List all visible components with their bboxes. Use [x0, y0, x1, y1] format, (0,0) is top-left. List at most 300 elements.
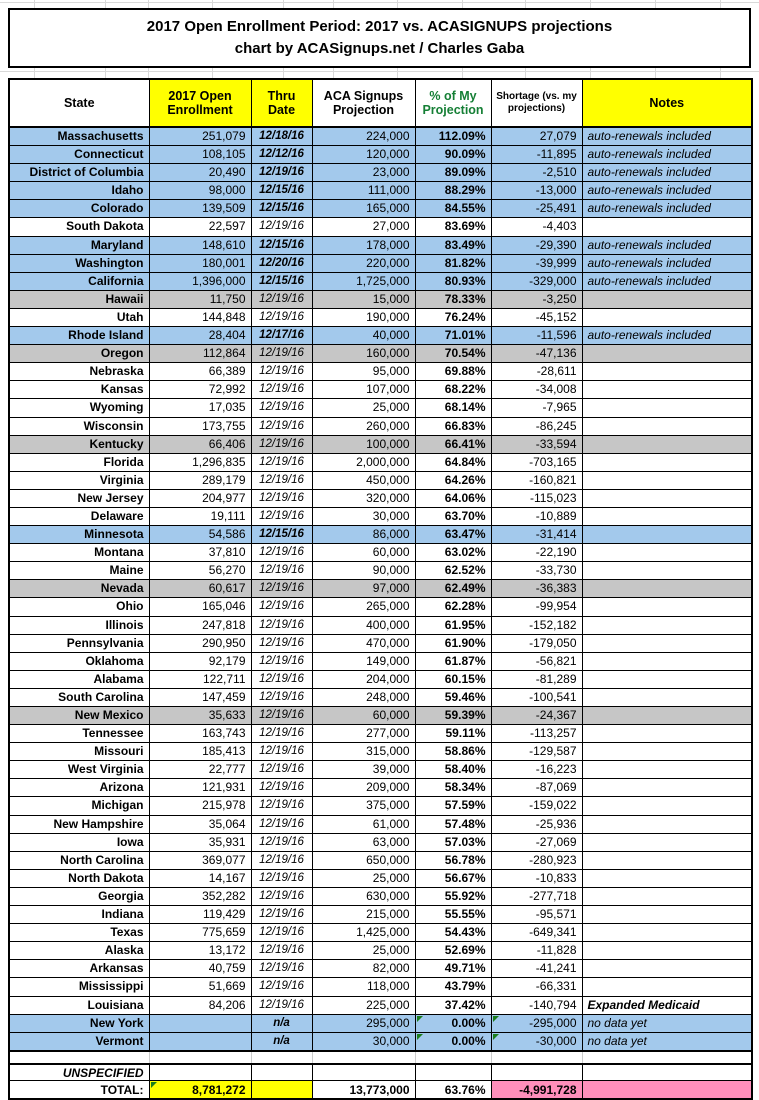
enrollment-cell[interactable]: 1,396,000 [149, 272, 251, 290]
thru-date-cell[interactable]: 12/19/16 [251, 417, 312, 435]
pct-cell[interactable]: 0.00% [415, 1032, 491, 1051]
shortage-cell[interactable]: -11,828 [491, 942, 582, 960]
pct-cell[interactable]: 43.79% [415, 978, 491, 996]
shortage-cell[interactable]: -25,936 [491, 815, 582, 833]
enrollment-cell[interactable]: 19,111 [149, 507, 251, 525]
projection-cell[interactable]: 160,000 [312, 345, 415, 363]
state-cell[interactable]: North Dakota [9, 869, 149, 887]
enrollment-cell[interactable]: 121,931 [149, 779, 251, 797]
pct-cell[interactable]: 80.93% [415, 272, 491, 290]
shortage-cell[interactable]: -34,008 [491, 381, 582, 399]
pct-cell[interactable]: 63.47% [415, 526, 491, 544]
enrollment-cell[interactable]: 108,105 [149, 146, 251, 164]
note-cell[interactable]: auto-renewals included [582, 182, 752, 200]
pct-cell[interactable]: 61.95% [415, 616, 491, 634]
enrollment-cell[interactable]: 11,750 [149, 290, 251, 308]
enrollment-cell[interactable]: 163,743 [149, 725, 251, 743]
state-cell[interactable]: Arizona [9, 779, 149, 797]
shortage-cell[interactable]: -31,414 [491, 526, 582, 544]
thru-date-cell[interactable]: 12/19/16 [251, 942, 312, 960]
shortage-cell[interactable]: -33,594 [491, 435, 582, 453]
shortage-cell[interactable]: -295,000 [491, 1014, 582, 1032]
pct-cell[interactable]: 76.24% [415, 308, 491, 326]
pct-cell[interactable]: 61.87% [415, 652, 491, 670]
state-cell[interactable]: Connecticut [9, 146, 149, 164]
shortage-cell[interactable]: -33,730 [491, 562, 582, 580]
shortage-cell[interactable]: -703,165 [491, 453, 582, 471]
enrollment-cell[interactable]: 20,490 [149, 164, 251, 182]
projection-cell[interactable]: 15,000 [312, 290, 415, 308]
pct-cell[interactable]: 56.78% [415, 851, 491, 869]
thru-date-cell[interactable]: 12/15/16 [251, 526, 312, 544]
enrollment-cell[interactable]: 369,077 [149, 851, 251, 869]
shortage-cell[interactable]: -45,152 [491, 308, 582, 326]
thru-date-cell[interactable]: 12/15/16 [251, 182, 312, 200]
enrollment-cell[interactable]: 66,406 [149, 435, 251, 453]
note-cell[interactable] [582, 688, 752, 706]
shortage-cell[interactable]: -99,954 [491, 598, 582, 616]
shortage-cell[interactable]: 27,079 [491, 127, 582, 146]
thru-date-cell[interactable]: 12/19/16 [251, 164, 312, 182]
state-cell[interactable]: South Carolina [9, 688, 149, 706]
enrollment-cell[interactable]: 775,659 [149, 924, 251, 942]
thru-date-cell[interactable]: 12/19/16 [251, 435, 312, 453]
enrollment-cell[interactable]: 54,586 [149, 526, 251, 544]
shortage-cell[interactable]: -113,257 [491, 725, 582, 743]
thru-date-cell[interactable]: 12/19/16 [251, 652, 312, 670]
pct-cell[interactable]: 37.42% [415, 996, 491, 1014]
enrollment-cell[interactable]: 60,617 [149, 580, 251, 598]
projection-cell[interactable]: 120,000 [312, 146, 415, 164]
note-cell[interactable] [582, 616, 752, 634]
pct-cell[interactable]: 55.55% [415, 906, 491, 924]
projection-cell[interactable]: 1,725,000 [312, 272, 415, 290]
projection-cell[interactable]: 215,000 [312, 906, 415, 924]
state-cell[interactable]: Montana [9, 544, 149, 562]
note-cell[interactable] [582, 218, 752, 236]
note-cell[interactable]: Expanded Medicaid [582, 996, 752, 1014]
thru-date-cell[interactable]: 12/19/16 [251, 906, 312, 924]
thru-date-cell[interactable]: 12/15/16 [251, 236, 312, 254]
thru-date-cell[interactable]: 12/19/16 [251, 815, 312, 833]
pct-cell[interactable]: 60.15% [415, 670, 491, 688]
enrollment-cell[interactable]: 40,759 [149, 960, 251, 978]
thru-date-cell[interactable]: 12/19/16 [251, 308, 312, 326]
thru-date-cell[interactable]: 12/19/16 [251, 996, 312, 1014]
thru-date-cell[interactable]: 12/19/16 [251, 345, 312, 363]
shortage-cell[interactable]: -2,510 [491, 164, 582, 182]
thru-date-cell[interactable]: 12/19/16 [251, 616, 312, 634]
pct-cell[interactable]: 54.43% [415, 924, 491, 942]
pct-cell[interactable]: 78.33% [415, 290, 491, 308]
empty-cell[interactable] [582, 1064, 752, 1081]
shortage-cell[interactable]: -13,000 [491, 182, 582, 200]
note-cell[interactable] [582, 526, 752, 544]
state-cell[interactable]: Georgia [9, 887, 149, 905]
state-cell[interactable]: Nevada [9, 580, 149, 598]
pct-cell[interactable]: 83.49% [415, 236, 491, 254]
state-cell[interactable]: Michigan [9, 797, 149, 815]
empty-cell[interactable] [251, 1064, 312, 1081]
projection-cell[interactable]: 650,000 [312, 851, 415, 869]
projection-cell[interactable]: 100,000 [312, 435, 415, 453]
pct-cell[interactable]: 88.29% [415, 182, 491, 200]
shortage-cell[interactable]: -649,341 [491, 924, 582, 942]
note-cell[interactable] [582, 435, 752, 453]
note-cell[interactable] [582, 906, 752, 924]
thru-date-cell[interactable]: 12/19/16 [251, 743, 312, 761]
shortage-cell[interactable]: -29,390 [491, 236, 582, 254]
enrollment-cell[interactable]: 215,978 [149, 797, 251, 815]
shortage-cell[interactable]: -4,403 [491, 218, 582, 236]
state-cell[interactable]: Florida [9, 453, 149, 471]
projection-cell[interactable]: 30,000 [312, 1032, 415, 1051]
pct-cell[interactable]: 56.67% [415, 869, 491, 887]
projection-cell[interactable]: 450,000 [312, 471, 415, 489]
enrollment-cell[interactable]: 13,172 [149, 942, 251, 960]
note-cell[interactable] [582, 489, 752, 507]
thru-date-cell[interactable]: 12/19/16 [251, 634, 312, 652]
pct-cell[interactable]: 58.34% [415, 779, 491, 797]
note-cell[interactable]: auto-renewals included [582, 200, 752, 218]
note-cell[interactable] [582, 363, 752, 381]
enrollment-cell[interactable]: 148,610 [149, 236, 251, 254]
pct-cell[interactable]: 57.59% [415, 797, 491, 815]
projection-cell[interactable]: 40,000 [312, 327, 415, 345]
projection-cell[interactable]: 209,000 [312, 779, 415, 797]
thru-date-cell[interactable]: 12/18/16 [251, 127, 312, 146]
enrollment-cell[interactable]: 180,001 [149, 254, 251, 272]
empty-cell[interactable] [149, 1064, 251, 1081]
projection-cell[interactable]: 320,000 [312, 489, 415, 507]
note-cell[interactable] [582, 417, 752, 435]
empty-cell[interactable] [491, 1064, 582, 1081]
projection-cell[interactable]: 277,000 [312, 725, 415, 743]
thru-date-cell[interactable]: 12/15/16 [251, 272, 312, 290]
thru-date-cell[interactable]: 12/19/16 [251, 580, 312, 598]
thru-date-cell[interactable]: 12/19/16 [251, 290, 312, 308]
note-cell[interactable] [582, 381, 752, 399]
shortage-cell[interactable]: -160,821 [491, 471, 582, 489]
thru-date-cell[interactable]: 12/19/16 [251, 851, 312, 869]
thru-date-cell[interactable]: 12/19/16 [251, 887, 312, 905]
shortage-cell[interactable]: -115,023 [491, 489, 582, 507]
state-cell[interactable]: Illinois [9, 616, 149, 634]
enrollment-cell[interactable]: 251,079 [149, 127, 251, 146]
state-cell[interactable]: New York [9, 1014, 149, 1032]
shortage-cell[interactable]: -11,895 [491, 146, 582, 164]
column-header-state[interactable]: State [9, 79, 149, 127]
note-cell[interactable]: auto-renewals included [582, 127, 752, 146]
projection-cell[interactable]: 165,000 [312, 200, 415, 218]
thru-date-cell[interactable]: 12/19/16 [251, 725, 312, 743]
shortage-cell[interactable]: -140,794 [491, 996, 582, 1014]
pct-cell[interactable]: 62.52% [415, 562, 491, 580]
shortage-cell[interactable]: -87,069 [491, 779, 582, 797]
note-cell[interactable] [582, 743, 752, 761]
projection-cell[interactable]: 82,000 [312, 960, 415, 978]
state-cell[interactable]: Hawaii [9, 290, 149, 308]
note-cell[interactable] [582, 652, 752, 670]
state-cell[interactable]: Mississippi [9, 978, 149, 996]
thru-date-cell[interactable]: 12/19/16 [251, 960, 312, 978]
state-cell[interactable]: Kansas [9, 381, 149, 399]
pct-cell[interactable]: 64.26% [415, 471, 491, 489]
pct-cell[interactable]: 61.90% [415, 634, 491, 652]
projection-cell[interactable]: 470,000 [312, 634, 415, 652]
pct-cell[interactable]: 90.09% [415, 146, 491, 164]
shortage-cell[interactable]: -66,331 [491, 978, 582, 996]
projection-cell[interactable]: 107,000 [312, 381, 415, 399]
note-cell[interactable]: no data yet [582, 1032, 752, 1051]
pct-cell[interactable]: 71.01% [415, 327, 491, 345]
thru-date-cell[interactable]: 12/19/16 [251, 399, 312, 417]
shortage-cell[interactable]: -329,000 [491, 272, 582, 290]
projection-cell[interactable]: 224,000 [312, 127, 415, 146]
thru-date-cell[interactable]: 12/19/16 [251, 381, 312, 399]
state-cell[interactable]: District of Columbia [9, 164, 149, 182]
enrollment-cell[interactable]: 17,035 [149, 399, 251, 417]
shortage-cell[interactable]: -28,611 [491, 363, 582, 381]
note-cell[interactable] [582, 725, 752, 743]
thru-date-cell[interactable]: 12/19/16 [251, 670, 312, 688]
enrollment-cell[interactable]: 35,064 [149, 815, 251, 833]
state-cell[interactable]: West Virginia [9, 761, 149, 779]
thru-date-cell[interactable]: 12/19/16 [251, 453, 312, 471]
projection-cell[interactable]: 225,000 [312, 996, 415, 1014]
thru-date-cell[interactable]: 12/19/16 [251, 779, 312, 797]
state-cell[interactable]: New Hampshire [9, 815, 149, 833]
pct-cell[interactable]: 59.46% [415, 688, 491, 706]
shortage-cell[interactable]: -30,000 [491, 1032, 582, 1051]
total-notes-cell[interactable] [582, 1081, 752, 1099]
enrollment-cell[interactable]: 56,270 [149, 562, 251, 580]
enrollment-cell[interactable]: 98,000 [149, 182, 251, 200]
state-cell[interactable]: Minnesota [9, 526, 149, 544]
shortage-cell[interactable]: -25,491 [491, 200, 582, 218]
note-cell[interactable] [582, 978, 752, 996]
pct-cell[interactable]: 57.03% [415, 833, 491, 851]
enrollment-cell[interactable]: 14,167 [149, 869, 251, 887]
note-cell[interactable] [582, 779, 752, 797]
thru-date-cell[interactable]: 12/15/16 [251, 200, 312, 218]
state-cell[interactable]: Missouri [9, 743, 149, 761]
state-cell[interactable]: Kentucky [9, 435, 149, 453]
shortage-cell[interactable]: -152,182 [491, 616, 582, 634]
note-cell[interactable] [582, 869, 752, 887]
state-cell[interactable]: Indiana [9, 906, 149, 924]
pct-cell[interactable]: 63.70% [415, 507, 491, 525]
projection-cell[interactable]: 95,000 [312, 363, 415, 381]
thru-date-cell[interactable]: 12/19/16 [251, 544, 312, 562]
column-header-notes[interactable]: Notes [582, 79, 752, 127]
projection-cell[interactable]: 178,000 [312, 236, 415, 254]
projection-cell[interactable]: 60,000 [312, 707, 415, 725]
pct-cell[interactable]: 64.06% [415, 489, 491, 507]
enrollment-cell[interactable]: 204,977 [149, 489, 251, 507]
enrollment-cell[interactable] [149, 1014, 251, 1032]
note-cell[interactable] [582, 507, 752, 525]
thru-date-cell[interactable]: 12/19/16 [251, 761, 312, 779]
shortage-cell[interactable]: -10,889 [491, 507, 582, 525]
thru-date-cell[interactable]: 12/19/16 [251, 598, 312, 616]
shortage-cell[interactable]: -277,718 [491, 887, 582, 905]
shortage-cell[interactable]: -7,965 [491, 399, 582, 417]
thru-date-cell[interactable]: 12/19/16 [251, 562, 312, 580]
empty-cell[interactable] [149, 1051, 251, 1064]
pct-cell[interactable]: 59.11% [415, 725, 491, 743]
shortage-cell[interactable]: -41,241 [491, 960, 582, 978]
state-cell[interactable]: Louisiana [9, 996, 149, 1014]
state-cell[interactable]: Virginia [9, 471, 149, 489]
empty-cell[interactable] [9, 1051, 149, 1064]
note-cell[interactable]: auto-renewals included [582, 327, 752, 345]
note-cell[interactable]: auto-renewals included [582, 272, 752, 290]
unspecified-label-cell[interactable]: UNSPECIFIED [9, 1064, 149, 1081]
note-cell[interactable] [582, 290, 752, 308]
projection-cell[interactable]: 248,000 [312, 688, 415, 706]
enrollment-cell[interactable]: 139,509 [149, 200, 251, 218]
pct-cell[interactable]: 68.14% [415, 399, 491, 417]
thru-date-cell[interactable]: n/a [251, 1014, 312, 1032]
projection-cell[interactable]: 400,000 [312, 616, 415, 634]
state-cell[interactable]: Idaho [9, 182, 149, 200]
projection-cell[interactable]: 27,000 [312, 218, 415, 236]
shortage-cell[interactable]: -56,821 [491, 652, 582, 670]
note-cell[interactable] [582, 815, 752, 833]
state-cell[interactable]: Vermont [9, 1032, 149, 1051]
enrollment-cell[interactable]: 1,296,835 [149, 453, 251, 471]
shortage-cell[interactable]: -16,223 [491, 761, 582, 779]
projection-cell[interactable]: 25,000 [312, 942, 415, 960]
note-cell[interactable] [582, 833, 752, 851]
total-enrollment-cell[interactable] [149, 1081, 251, 1099]
projection-cell[interactable]: 265,000 [312, 598, 415, 616]
state-cell[interactable]: Washington [9, 254, 149, 272]
pct-cell[interactable]: 49.71% [415, 960, 491, 978]
thru-date-cell[interactable]: 12/19/16 [251, 688, 312, 706]
total-thru-date-cell[interactable] [251, 1081, 312, 1099]
thru-date-cell[interactable]: 12/17/16 [251, 327, 312, 345]
pct-cell[interactable]: 68.22% [415, 381, 491, 399]
state-cell[interactable]: California [9, 272, 149, 290]
projection-cell[interactable]: 60,000 [312, 544, 415, 562]
state-cell[interactable]: Texas [9, 924, 149, 942]
projection-cell[interactable]: 61,000 [312, 815, 415, 833]
projection-cell[interactable]: 39,000 [312, 761, 415, 779]
projection-cell[interactable]: 315,000 [312, 743, 415, 761]
note-cell[interactable] [582, 634, 752, 652]
pct-cell[interactable]: 59.39% [415, 707, 491, 725]
enrollment-cell[interactable]: 185,413 [149, 743, 251, 761]
shortage-cell[interactable]: -95,571 [491, 906, 582, 924]
projection-cell[interactable]: 2,000,000 [312, 453, 415, 471]
shortage-cell[interactable]: -11,596 [491, 327, 582, 345]
enrollment-cell[interactable]: 247,818 [149, 616, 251, 634]
projection-cell[interactable]: 149,000 [312, 652, 415, 670]
state-cell[interactable]: Colorado [9, 200, 149, 218]
pct-cell[interactable]: 62.28% [415, 598, 491, 616]
projection-cell[interactable]: 90,000 [312, 562, 415, 580]
state-cell[interactable]: Oklahoma [9, 652, 149, 670]
state-cell[interactable]: Maine [9, 562, 149, 580]
pct-cell[interactable]: 0.00% [415, 1014, 491, 1032]
note-cell[interactable] [582, 960, 752, 978]
projection-cell[interactable]: 118,000 [312, 978, 415, 996]
note-cell[interactable]: auto-renewals included [582, 146, 752, 164]
total-pct-cell[interactable]: 63.76% [415, 1081, 491, 1099]
note-cell[interactable] [582, 797, 752, 815]
total-projection-cell[interactable]: 13,773,000 [312, 1081, 415, 1099]
shortage-cell[interactable]: -86,245 [491, 417, 582, 435]
pct-cell[interactable]: 58.40% [415, 761, 491, 779]
enrollment-cell[interactable]: 22,597 [149, 218, 251, 236]
state-cell[interactable]: Alaska [9, 942, 149, 960]
state-cell[interactable]: Maryland [9, 236, 149, 254]
projection-cell[interactable]: 375,000 [312, 797, 415, 815]
note-cell[interactable] [582, 453, 752, 471]
shortage-cell[interactable]: -39,999 [491, 254, 582, 272]
shortage-cell[interactable]: -3,250 [491, 290, 582, 308]
enrollment-cell[interactable]: 112,864 [149, 345, 251, 363]
projection-cell[interactable]: 630,000 [312, 887, 415, 905]
note-cell[interactable]: auto-renewals included [582, 254, 752, 272]
enrollment-cell[interactable]: 352,282 [149, 887, 251, 905]
thru-date-cell[interactable]: 12/19/16 [251, 978, 312, 996]
pct-cell[interactable]: 63.02% [415, 544, 491, 562]
empty-cell[interactable] [491, 1051, 582, 1064]
state-cell[interactable]: Delaware [9, 507, 149, 525]
enrollment-cell[interactable]: 66,389 [149, 363, 251, 381]
note-cell[interactable] [582, 580, 752, 598]
note-cell[interactable] [582, 598, 752, 616]
projection-cell[interactable]: 63,000 [312, 833, 415, 851]
pct-cell[interactable]: 81.82% [415, 254, 491, 272]
projection-cell[interactable]: 1,425,000 [312, 924, 415, 942]
pct-cell[interactable]: 55.92% [415, 887, 491, 905]
enrollment-cell[interactable]: 72,992 [149, 381, 251, 399]
total-label-cell[interactable]: TOTAL: [9, 1081, 149, 1099]
projection-cell[interactable]: 204,000 [312, 670, 415, 688]
pct-cell[interactable]: 57.48% [415, 815, 491, 833]
note-cell[interactable]: auto-renewals included [582, 164, 752, 182]
pct-cell[interactable]: 64.84% [415, 453, 491, 471]
pct-cell[interactable]: 62.49% [415, 580, 491, 598]
state-cell[interactable]: Nebraska [9, 363, 149, 381]
empty-cell[interactable] [312, 1064, 415, 1081]
projection-cell[interactable]: 25,000 [312, 869, 415, 887]
note-cell[interactable] [582, 544, 752, 562]
state-cell[interactable]: Ohio [9, 598, 149, 616]
column-header-thru-date[interactable]: Thru Date [251, 79, 312, 127]
note-cell[interactable]: auto-renewals included [582, 236, 752, 254]
empty-cell[interactable] [415, 1051, 491, 1064]
shortage-cell[interactable]: -159,022 [491, 797, 582, 815]
note-cell[interactable] [582, 562, 752, 580]
state-cell[interactable]: Tennessee [9, 725, 149, 743]
projection-cell[interactable]: 260,000 [312, 417, 415, 435]
projection-cell[interactable]: 190,000 [312, 308, 415, 326]
enrollment-cell[interactable] [149, 1032, 251, 1051]
enrollment-cell[interactable]: 290,950 [149, 634, 251, 652]
enrollment-cell[interactable]: 92,179 [149, 652, 251, 670]
pct-cell[interactable]: 58.86% [415, 743, 491, 761]
shortage-cell[interactable]: -129,587 [491, 743, 582, 761]
empty-cell[interactable] [582, 1051, 752, 1064]
thru-date-cell[interactable]: 12/20/16 [251, 254, 312, 272]
enrollment-cell[interactable]: 119,429 [149, 906, 251, 924]
total-shortage-cell[interactable]: -4,991,728 [491, 1081, 582, 1099]
